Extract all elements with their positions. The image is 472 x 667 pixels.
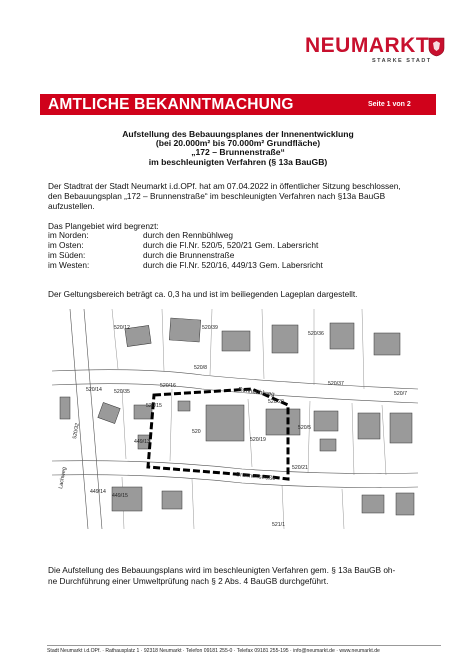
city-logo-wordmark: NEUMARKT [305,34,430,57]
parcel-label: 520 [192,429,201,435]
parcel-label: 520/21 [292,465,308,471]
boundary-north-desc: durch den Rennbühlweg [143,230,233,240]
city-crest-icon [428,37,445,57]
headline-line-2: (bei 20.000m² bis 70.000m² Grundfläche) [155,138,321,148]
parcel-label: 520/7 [394,391,407,397]
parcel-label: 449/14 [90,489,106,495]
parcel-label: 520/5 [298,425,311,431]
street-label-brunnenstrasse: Brunnenstraße [235,472,276,483]
parcel-label: 520/14 [86,387,102,393]
parcel-label: 520/19 [250,437,266,443]
intro-line-3: aufzustellen. [48,201,95,211]
boundary-east-label: im Osten: [48,240,84,250]
parcel-label: 520/39 [202,325,218,331]
closing-line-1: Die Aufstellung des Bebauungsplans wird im beschleunigten Verfahren gem. § 13a BauGB oh- [48,565,396,575]
boundary-north-label: im Norden: [48,230,89,240]
intro-line-1: Der Stadtrat der Stadt Neumarkt i.d.OPf. hat am 07.04.2022 in öffentlicher Sitzung beschlossen, [48,181,401,191]
boundaries-heading: Das Plangebiet wird begrenzt: [48,221,159,231]
parcel-label: 521/1 [272,522,285,528]
parcel-label: 520/16 [160,383,176,389]
closing-line-2: ne Durchführung einer Umweltprüfung nach § 2 Abs. 4 BauGB durchgeführt. [48,576,329,586]
street-label-lachweg: Lachweg [58,466,68,490]
footer-contact: Stadt Neumarkt i.d.OPf. · Rathausplatz 1 · 92318 Neumarkt · Telefon 09181 255-0 · Telefax 09181 255-195 · info@neumarkt.de · www.neumarkt.de [47,648,380,654]
parcel-label: 520/15 [146,403,162,409]
intro-line-2: den Bebauungsplan „172 – Brunnenstraße“ im beschleunigten Verfahren nach §13a BauGB [48,191,386,201]
page-indicator: Seite 1 von 2 [368,101,411,108]
scope-text: Der Geltungsbereich beträgt ca. 0,3 ha und ist im beiliegenden Lageplan dargestellt. [48,289,358,299]
boundary-south-label: im Süden: [48,250,86,260]
boundary-west-desc: durch die Fl.Nr. 520/16, 449/13 Gem. Labersricht [143,260,323,270]
parcel-label: 520/20 [268,399,284,405]
parcel-label: 520/37 [328,381,344,387]
headline-line-4: im beschleunigten Verfahren (§ 13a BauGB) [148,157,328,167]
site-plan-map [52,309,418,529]
headline-line-3: „172 – Brunnenstraße“ [191,147,285,157]
parcel-label: 520/36 [308,331,324,337]
parcel-label: 449/13 [134,439,150,445]
street-label-rennbuehlweg: Rennbühlweg [237,387,275,399]
parcel-label: 520/35 [114,389,130,395]
banner-title: AMTLICHE BEKANNTMACHUNG [48,96,294,113]
city-logo-subtitle: STARKE STADT [372,58,432,64]
footer-divider [47,645,441,646]
boundary-east-desc: durch die Fl.Nr. 520/5, 520/21 Gem. Labersricht [143,240,319,250]
parcel-label: 520/12 [114,325,130,331]
parcel-label: 520/32 [72,422,81,440]
headline-line-1: Aufstellung des Bebauungsplanes der Innenentwicklung [122,129,354,139]
parcel-label: 520/8 [194,365,207,371]
parcel-label: 449/15 [112,493,128,499]
boundary-west-label: im Westen: [48,260,90,270]
boundary-south-desc: durch die Brunnenstraße [143,250,235,260]
